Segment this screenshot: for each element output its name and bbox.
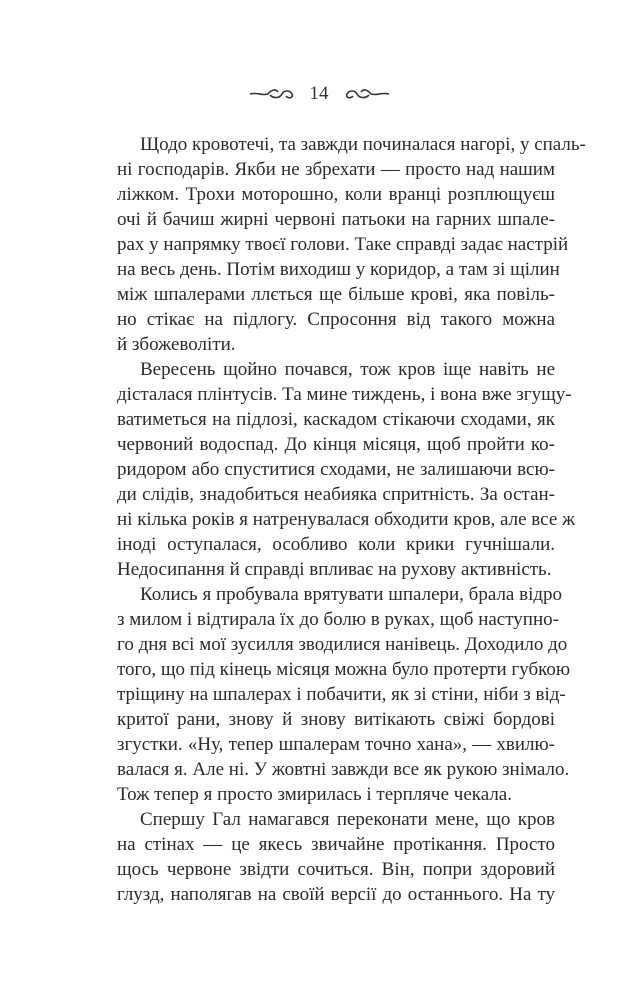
text-line: Щодо кровотечі, та завжди починалася нагорі, у спаль- (140, 134, 586, 155)
text-line: червоний водоспад. До кінця місяця, щоб пройти ко- (117, 434, 555, 455)
text-line: тріщину на шпалерах і побачити, як зі стіни, ніби з від- (117, 684, 566, 705)
text-line: ридором або спуститися сходами, не залишаючи всю- (117, 459, 555, 480)
text-line: згустки. «Ну, тепер шпалерам точно хана», — хвилю- (117, 734, 555, 755)
text-line: ні господарів. Якби не збрехати — просто над нашим (117, 159, 555, 180)
text-line: ні кілька років я натренувалася обходити кров, але все ж (117, 509, 576, 530)
text-line: дісталася плінтусів. Та мине тиждень, і вона вже згущу- (117, 384, 572, 405)
text-line: ди слідів, знадобиться неабияка спритність. За остан- (117, 484, 555, 505)
text-line: го дня всі мої зусилля зводилися нанівець. Доходило до (117, 634, 568, 655)
text-line: критої рани, знову й знову витікають свіжі бордові (117, 709, 555, 730)
flourish-right-icon (343, 86, 391, 102)
page-number: 14 (309, 83, 329, 104)
text-line: Спершу Гал намагався переконати мене, що кров (140, 809, 555, 830)
text-line: ліжком. Трохи моторошно, коли вранці розплющуєш (117, 184, 555, 205)
text-line: іноді оступалася, особливо коли крики гучнішали. (117, 534, 555, 555)
text-line: щось червоне звідти сочиться. Він, попри здоровий (117, 859, 555, 880)
text-line: на стінах — це якесь звичайне протікання. Просто (117, 834, 555, 855)
text-line: й збожеволіти. (117, 334, 236, 355)
text-line: між шпалерами ллється ще більше крові, яка повіль- (117, 284, 555, 305)
text-line: Недосипання й справді впливає на рухову активність. (117, 559, 552, 580)
running-header (0, 80, 638, 108)
flourish-left-icon (248, 86, 296, 102)
text-line: рах у напрямку твоєї голови. Таке справді задає настрій (117, 234, 569, 255)
text-line: Вересень щойно почався, тож кров іще навіть не (140, 359, 555, 380)
text-line: на весь день. Потім виходиш у коридор, а там зі щілин (117, 259, 560, 280)
text-line: ватиметься на підлозі, каскадом стікаючи сходами, як (117, 409, 555, 430)
text-line: Колись я пробувала врятувати шпалери, брала відро (140, 584, 563, 605)
text-line: очі й бачиш жирні червоні патьоки на гарних шпале- (117, 209, 555, 230)
text-line: глузд, наполягав на своїй версії до останнього. На ту (117, 884, 555, 905)
text-line: но стікає на підлогу. Спросоння від такого можна (117, 309, 555, 330)
text-line: з милом і відтирала їх до болю в руках, щоб наступно- (117, 609, 559, 630)
text-line: Тож тепер я просто змирилась і терпляче чекала. (117, 784, 512, 805)
body-text (117, 132, 586, 907)
text-line: того, що під кінець місяця можна було протерти губкою (117, 659, 571, 680)
text-line: валася я. Але ні. У жовтні завжди все як рукою знімало. (117, 759, 570, 780)
